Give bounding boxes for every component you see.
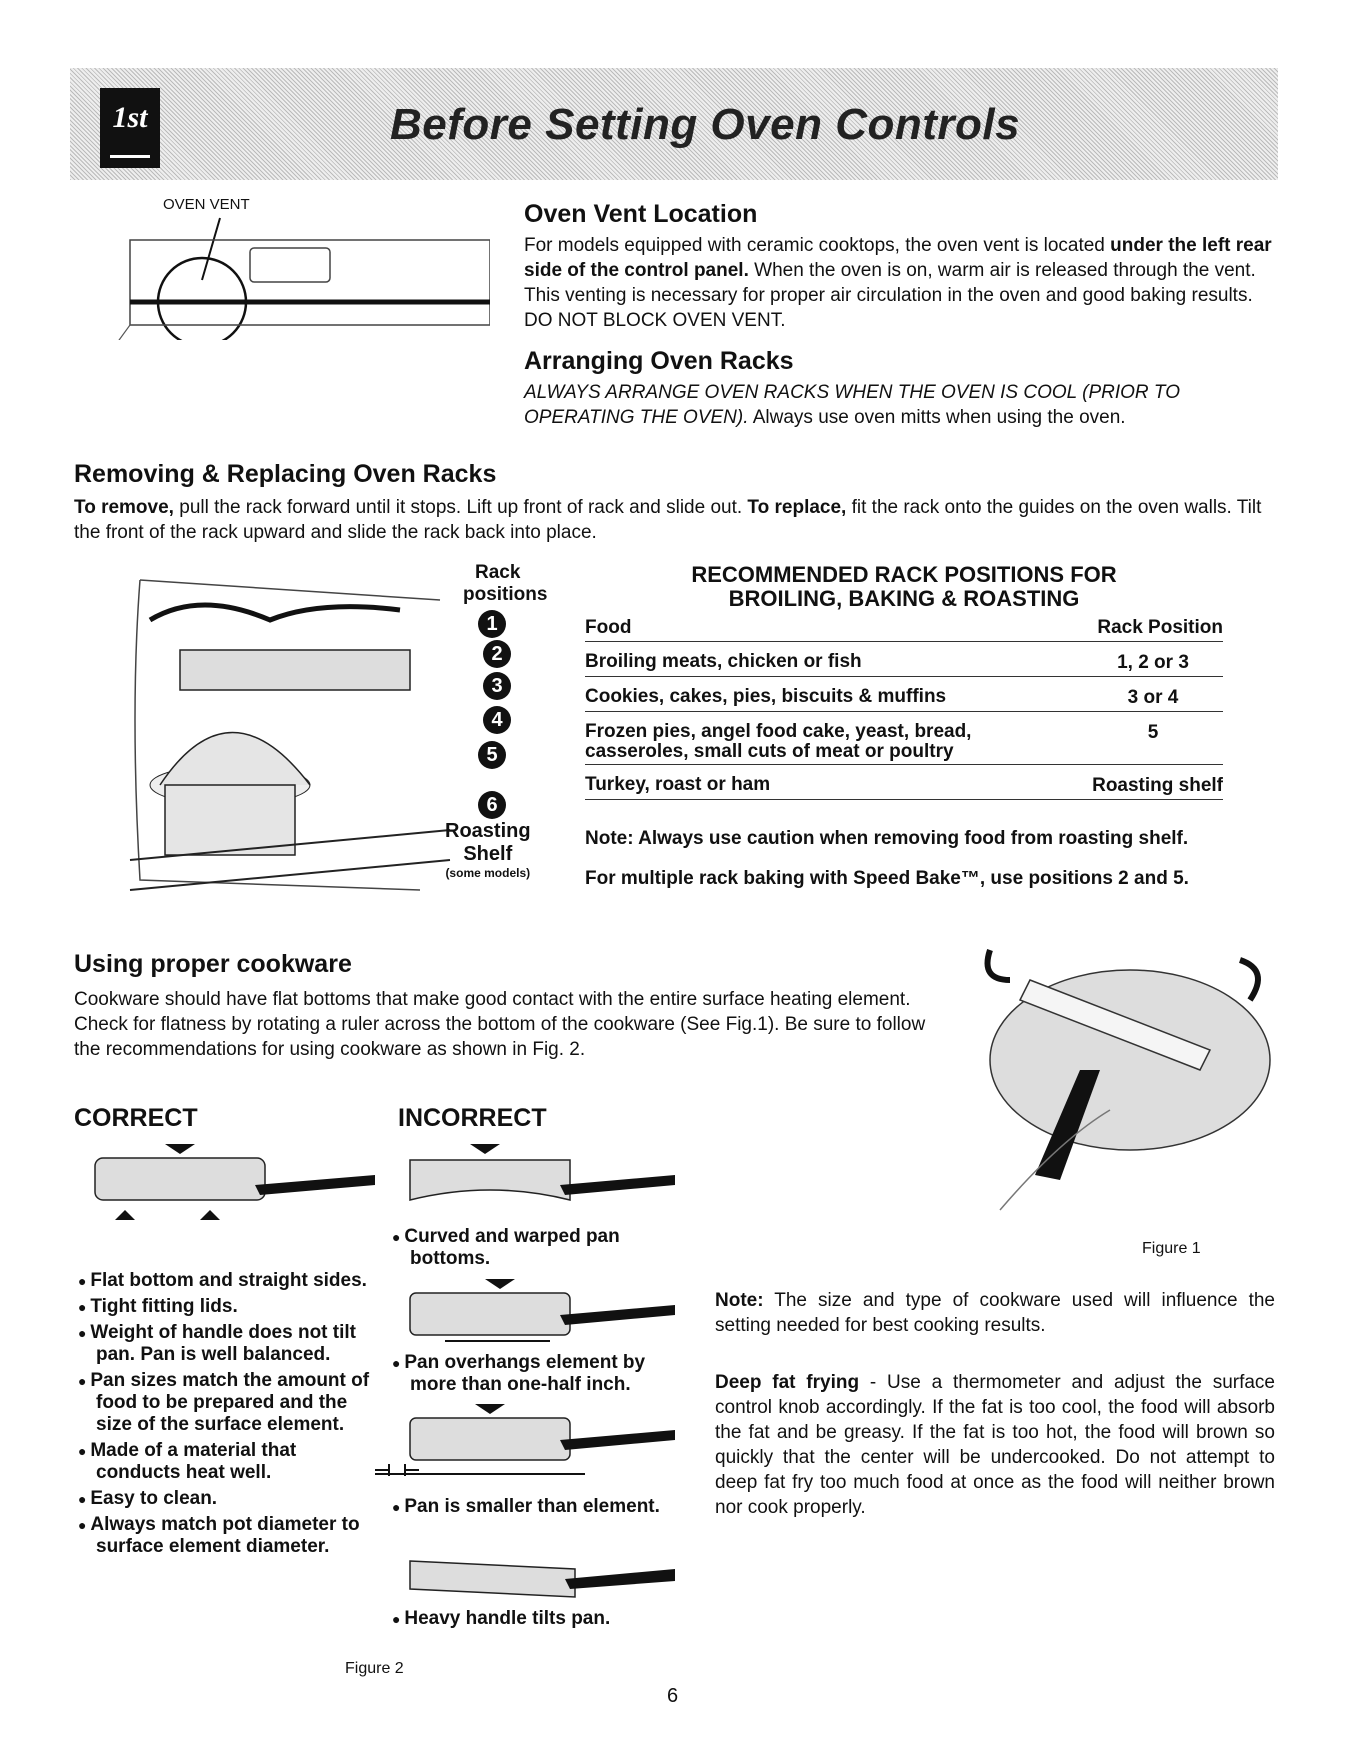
correct-heading: CORRECT [74,1104,198,1132]
oven-vent-label: OVEN VENT [163,196,250,213]
food-cell: Turkey, roast or ham [585,774,771,795]
correct-pan-illustration [85,1140,375,1230]
position-cell: 3 or 4 [1127,687,1179,708]
removing-paragraph: To remove, pull the rack forward until it stops. Lift up front of rack and slide out. To replace, fit the rack onto the guides on the oven walls. Tilt the front of the rack upward and slide the rack back into place. [74,497,1262,543]
food-cell: Cookies, cakes, pies, biscuits & muffins [585,686,947,707]
correct-item: ● Easy to clean. [76,1488,376,1510]
incorrect-item: ● Curved and warped pan bottoms. [390,1226,690,1270]
correct-item: ● Flat bottom and straight sides. [76,1270,376,1292]
rack-position-6-marker: 6 [478,791,506,819]
incorrect-item: ● Heavy handle tilts pan. [390,1608,690,1630]
cookware-note: Note: The size and type of cookware used will influence the setting needed for best cooking results. [715,1290,1275,1336]
page-title: Before Setting Oven Controls [390,100,1021,149]
correct-item: ● Always match pot diameter to surface element diameter. [76,1514,376,1558]
rack-table-row [585,650,1223,677]
rack-position-3-marker: 3 [483,672,511,700]
rack-table-row [585,720,1223,765]
correct-item: ● Made of a material that conducts heat well. [76,1440,376,1484]
vent-paragraph: For models equipped with ceramic cooktops, the oven vent is located under the left rear side of the control panel. When the oven is on, warm air is released through the vent. This venting is necessary for proper air circulation in the oven and good baking results. DO NOT BLOCK OVEN VENT. [524,235,1272,331]
overhang-pan-illustration [400,1275,680,1350]
position-cell: 5 [1147,722,1159,743]
tilted-pan-illustration [400,1555,680,1610]
incorrect-item: ● Pan overhangs element by more than one-half inch. [390,1352,690,1396]
position-cell: Roasting shelf [1092,775,1223,796]
warped-pan-illustration [400,1140,680,1220]
rack-position-1-marker: 1 [478,610,506,638]
racks-paragraph: ALWAYS ARRANGE OVEN RACKS WHEN THE OVEN IS COOL (PRIOR TO OPERATING THE OVEN). Always use oven mitts when using the oven. [524,382,1180,428]
roasting-note: Note: Always use caution when removing food from roasting shelf. [585,828,1189,849]
figure1-caption: Figure 1 [1142,1240,1201,1257]
incorrect-item: ● Pan is smaller than element. [390,1496,690,1518]
rack-table-title: RECOMMENDED RACK POSITIONS FOR BROILING, BAKING & ROASTING [691,562,1117,611]
rack-table-row [585,685,1223,712]
food-cell: Broiling meats, chicken or fish [585,651,862,672]
speed-bake-note: For multiple rack baking with Speed Bake™, use positions 2 and 5. [585,868,1189,889]
correct-item: ● Tight fitting lids. [76,1296,376,1318]
correct-item: ● Pan sizes match the amount of food to be prepared and the size of the surface element. [76,1370,376,1436]
rack-positions-label: Rack positions [463,562,548,605]
vent-heading: Oven Vent Location [524,200,758,228]
roasting-shelf-label: Roasting Shelf (some models) [445,820,531,880]
oven-vent-illustration [90,210,490,340]
rack-table-header: Food Rack Position [585,615,1223,642]
removing-heading: Removing & Replacing Oven Racks [74,460,497,488]
figure2-caption: Figure 2 [345,1660,404,1677]
deep-fat-paragraph: Deep fat frying - Use a thermometer and adjust the surface control knob accordingly. If the fat is too cool, the food will absorb the fat and be greasy. If the fat is too hot, the food will brown so quickly that the center will be undercooked. Do not attempt to deep fat fry too much food at once as the food will neither brown nor cook properly. [715,1372,1275,1518]
badge-label: 1st [112,101,148,134]
rack-position-5-marker: 5 [478,741,506,769]
rack-table-row [585,773,1223,800]
racks-heading: Arranging Oven Racks [524,347,794,375]
small-pan-illustration [375,1400,675,1500]
page-number: 6 [667,1685,679,1707]
rack-position-4-marker: 4 [483,706,511,734]
correct-item: ● Weight of handle does not tilt pan. Pan is well balanced. [76,1322,376,1366]
cookware-paragraph: Cookware should have flat bottoms that make good contact with the entire surface heating element. Check for flatness by rotating a ruler across the bottom of the cookware (See Fig.1). Be sure to follow the recommendations for using cookware as shown in Fig. 2. [74,989,926,1060]
figure1-illustration [980,940,1280,1230]
incorrect-heading: INCORRECT [398,1104,547,1132]
rack-position-2-marker: 2 [483,640,511,668]
food-cell: Frozen pies, angel food cake, yeast, bread, casseroles, small cuts of meat or poultry [585,721,972,762]
cookware-heading: Using proper cookware [74,950,352,978]
correct-list [76,1270,376,1562]
position-cell: 1, 2 or 3 [1117,652,1189,673]
first-badge [100,88,160,168]
